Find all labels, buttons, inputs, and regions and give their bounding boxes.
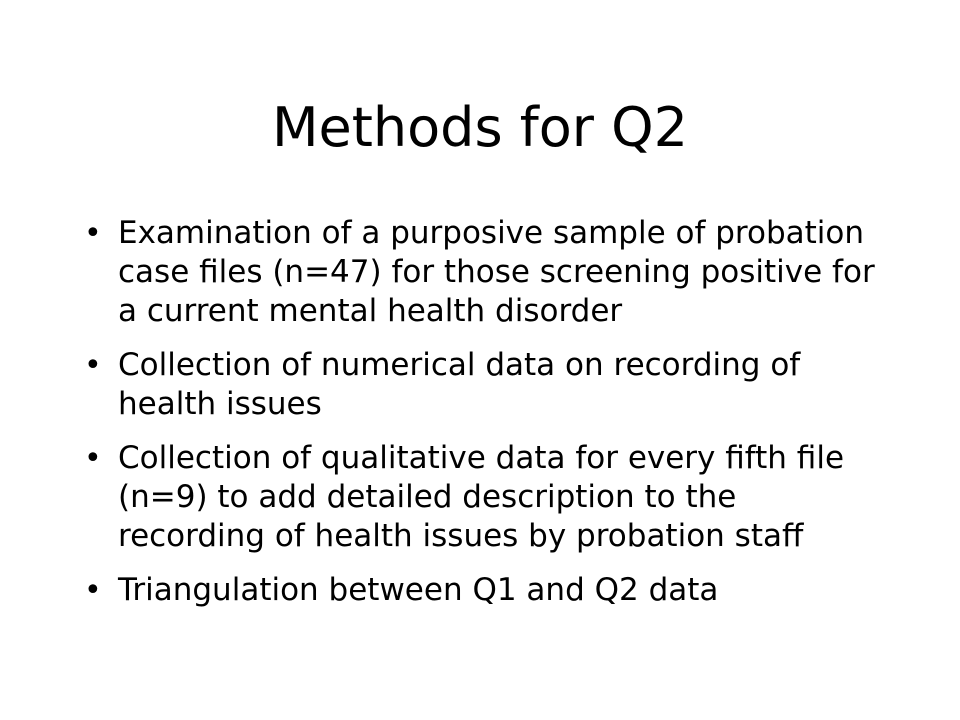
bullet-dot-icon: •	[84, 573, 102, 608]
list-item	[84, 571, 884, 610]
bullet-text: Collection of qualitative data for every fifth file (n=9) to add detailed description to the recording of health issues by probation staff	[118, 440, 845, 554]
bullet-dot-icon: •	[84, 441, 102, 476]
bullet-text: Triangulation between Q1 and Q2 data	[118, 572, 719, 608]
bullet-dot-icon: •	[84, 216, 102, 251]
bullet-text: Examination of a purposive sample of probation case files (n=47) for those screening positive for a current mental health disorder	[118, 215, 875, 329]
list-item	[84, 214, 884, 331]
bullet-text: Collection of numerical data on recording of health issues	[118, 347, 801, 422]
bullet-dot-icon: •	[84, 348, 102, 383]
slide-title: Methods for Q2	[271, 96, 689, 159]
bullet-list	[84, 214, 884, 625]
list-item	[84, 439, 884, 556]
list-item	[84, 346, 884, 424]
